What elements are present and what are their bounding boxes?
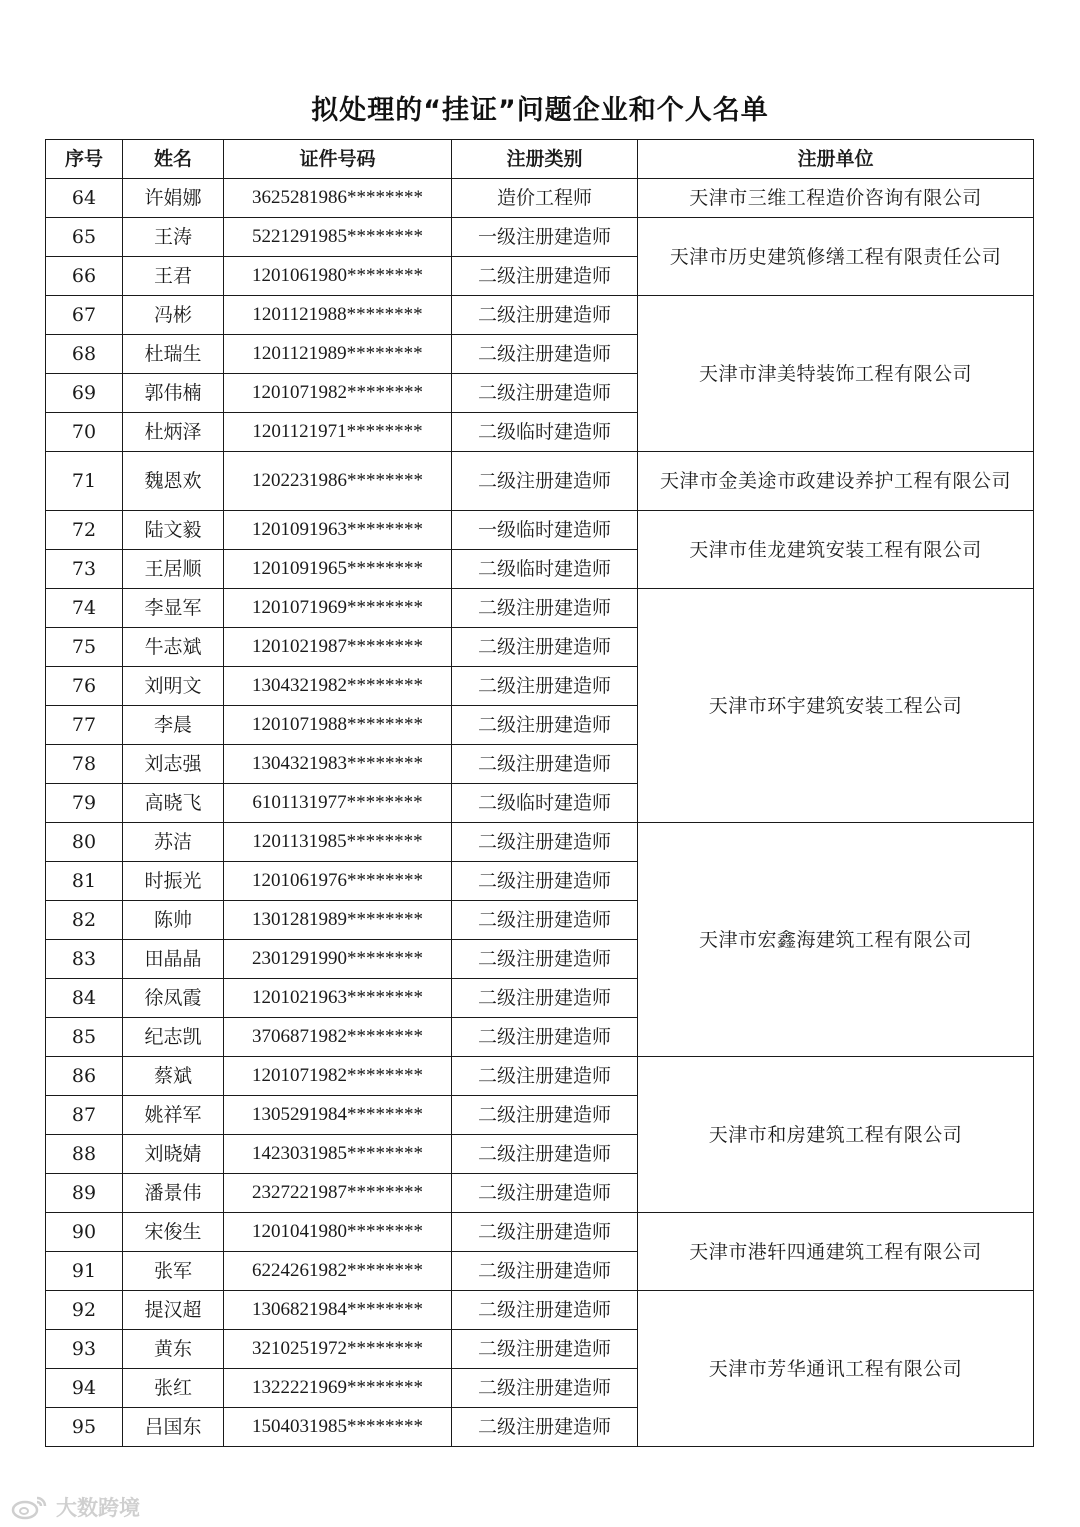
- cell-name: 许娟娜: [123, 179, 224, 218]
- cell-name: 冯彬: [123, 296, 224, 335]
- cell-name: 陆文毅: [123, 511, 224, 550]
- cell-seq: 81: [46, 862, 123, 901]
- cell-name: 王涛: [123, 218, 224, 257]
- cell-name: 张军: [123, 1252, 224, 1291]
- page-title: 拟处理的“挂证”问题企业和个人名单: [311, 95, 769, 126]
- cell-name: 刘志强: [123, 745, 224, 784]
- cell-registered-company: 天津市环宇建筑安装工程公司: [638, 589, 1034, 823]
- cell-seq: 68: [46, 335, 123, 374]
- cell-registered-company: 天津市津美特装饰工程有限公司: [638, 296, 1034, 452]
- cell-seq: 75: [46, 628, 123, 667]
- cell-seq: 93: [46, 1330, 123, 1369]
- cell-registration-category: 二级注册建造师: [452, 589, 638, 628]
- cell-id-number: 3625281986********: [224, 179, 452, 218]
- cell-registration-category: 二级注册建造师: [452, 296, 638, 335]
- watermark-text: 大数跨境: [56, 1496, 140, 1520]
- cell-registered-company: 天津市三维工程造价咨询有限公司: [638, 179, 1034, 218]
- cell-seq: 85: [46, 1018, 123, 1057]
- cell-registration-category: 二级注册建造师: [452, 335, 638, 374]
- cell-id-number: 1504031985********: [224, 1408, 452, 1447]
- cell-name: 刘明文: [123, 667, 224, 706]
- cell-name: 宋俊生: [123, 1213, 224, 1252]
- cell-id-number: 1201071982********: [224, 374, 452, 413]
- cell-id-number: 1201061980********: [224, 257, 452, 296]
- cell-seq: 78: [46, 745, 123, 784]
- table-row: [46, 589, 1034, 628]
- cell-name: 魏恩欢: [123, 452, 224, 511]
- cell-name: 陈帅: [123, 901, 224, 940]
- cell-id-number: 3706871982********: [224, 1018, 452, 1057]
- cell-registration-category: 二级注册建造师: [452, 374, 638, 413]
- cell-name: 杜瑞生: [123, 335, 224, 374]
- cell-name: 李显军: [123, 589, 224, 628]
- cell-registration-category: 二级注册建造师: [452, 452, 638, 511]
- cell-id-number: 1201021987********: [224, 628, 452, 667]
- cell-id-number: 1322221969********: [224, 1369, 452, 1408]
- cell-id-number: 1201091965********: [224, 550, 452, 589]
- cell-seq: 94: [46, 1369, 123, 1408]
- cell-seq: 67: [46, 296, 123, 335]
- cell-seq: 65: [46, 218, 123, 257]
- cell-seq: 83: [46, 940, 123, 979]
- cell-name: 牛志斌: [123, 628, 224, 667]
- cell-registration-category: 二级注册建造师: [452, 901, 638, 940]
- cell-registered-company: 天津市和房建筑工程有限公司: [638, 1057, 1034, 1213]
- table-row: [46, 218, 1034, 257]
- cell-registration-category: 二级注册建造师: [452, 1096, 638, 1135]
- cell-id-number: 1201071969********: [224, 589, 452, 628]
- cell-registration-category: 二级注册建造师: [452, 862, 638, 901]
- cell-name: 张红: [123, 1369, 224, 1408]
- cell-id-number: 2327221987********: [224, 1174, 452, 1213]
- cell-id-number: 1201071988********: [224, 706, 452, 745]
- cell-id-number: 1201061976********: [224, 862, 452, 901]
- cell-registration-category: 二级临时建造师: [452, 413, 638, 452]
- table-header-row: [46, 140, 1034, 179]
- cell-id-number: 2301291990********: [224, 940, 452, 979]
- cell-registration-category: 二级注册建造师: [452, 1252, 638, 1291]
- cell-name: 黄东: [123, 1330, 224, 1369]
- cell-registration-category: 二级注册建造师: [452, 1291, 638, 1330]
- cell-id-number: 1306821984********: [224, 1291, 452, 1330]
- table-row: [46, 511, 1034, 550]
- table-row: [46, 452, 1034, 511]
- cell-registration-category: 二级注册建造师: [452, 706, 638, 745]
- cell-name: 刘晓婧: [123, 1135, 224, 1174]
- cell-id-number: 6101131977********: [224, 784, 452, 823]
- cell-name: 王居顺: [123, 550, 224, 589]
- cell-id-number: 6224261982********: [224, 1252, 452, 1291]
- cell-id-number: 1201121988********: [224, 296, 452, 335]
- cell-registration-category: 一级临时建造师: [452, 511, 638, 550]
- header-name: 姓名: [123, 140, 224, 179]
- cell-seq: 72: [46, 511, 123, 550]
- cell-name: 时振光: [123, 862, 224, 901]
- weibo-logo-icon: [10, 1494, 50, 1520]
- cell-registered-company: 天津市历史建筑修缮工程有限责任公司: [638, 218, 1034, 296]
- cell-id-number: 1202231986********: [224, 452, 452, 511]
- cell-seq: 91: [46, 1252, 123, 1291]
- cell-seq: 86: [46, 1057, 123, 1096]
- cell-seq: 89: [46, 1174, 123, 1213]
- table-row: [46, 823, 1034, 862]
- cell-name: 吕国东: [123, 1408, 224, 1447]
- cell-name: 田晶晶: [123, 940, 224, 979]
- cell-registration-category: 二级注册建造师: [452, 823, 638, 862]
- cell-id-number: 1304321982********: [224, 667, 452, 706]
- watermark: [10, 1492, 140, 1522]
- cell-seq: 76: [46, 667, 123, 706]
- cell-seq: 71: [46, 452, 123, 511]
- cell-registration-category: 二级注册建造师: [452, 1213, 638, 1252]
- cell-registration-category: 二级注册建造师: [452, 745, 638, 784]
- cell-registered-company: 天津市金美途市政建设养护工程有限公司: [638, 452, 1034, 511]
- cell-seq: 66: [46, 257, 123, 296]
- header-id-number: 证件号码: [224, 140, 452, 179]
- cell-registration-category: 二级注册建造师: [452, 1057, 638, 1096]
- cell-name: 姚祥军: [123, 1096, 224, 1135]
- cell-seq: 79: [46, 784, 123, 823]
- cell-seq: 77: [46, 706, 123, 745]
- cell-registered-company: 天津市港轩四通建筑工程有限公司: [638, 1213, 1034, 1291]
- cell-registration-category: 二级临时建造师: [452, 550, 638, 589]
- cell-registration-category: 造价工程师: [452, 179, 638, 218]
- table-row: [46, 1057, 1034, 1096]
- cell-registration-category: 二级注册建造师: [452, 979, 638, 1018]
- cell-registration-category: 二级注册建造师: [452, 940, 638, 979]
- table-row: [46, 296, 1034, 335]
- cell-seq: 88: [46, 1135, 123, 1174]
- cell-id-number: 1201121989********: [224, 335, 452, 374]
- cell-name: 潘景伟: [123, 1174, 224, 1213]
- cell-id-number: 5221291985********: [224, 218, 452, 257]
- header-seq: 序号: [46, 140, 123, 179]
- cell-id-number: 3210251972********: [224, 1330, 452, 1369]
- cell-seq: 70: [46, 413, 123, 452]
- cell-id-number: 1201021963********: [224, 979, 452, 1018]
- cell-name: 苏洁: [123, 823, 224, 862]
- cell-seq: 87: [46, 1096, 123, 1135]
- cell-seq: 84: [46, 979, 123, 1018]
- cell-id-number: 1305291984********: [224, 1096, 452, 1135]
- table-row: [46, 1291, 1034, 1330]
- cell-name: 李晨: [123, 706, 224, 745]
- roster-table: [45, 139, 1034, 1447]
- cell-name: 杜炳泽: [123, 413, 224, 452]
- cell-id-number: 1423031985********: [224, 1135, 452, 1174]
- cell-registration-category: 二级注册建造师: [452, 1408, 638, 1447]
- cell-registration-category: 二级注册建造师: [452, 1018, 638, 1057]
- header-registration-category: 注册类别: [452, 140, 638, 179]
- cell-id-number: 1201071982********: [224, 1057, 452, 1096]
- cell-seq: 82: [46, 901, 123, 940]
- cell-seq: 74: [46, 589, 123, 628]
- header-registered-company: 注册单位: [638, 140, 1034, 179]
- cell-seq: 95: [46, 1408, 123, 1447]
- cell-name: 郭伟楠: [123, 374, 224, 413]
- cell-seq: 64: [46, 179, 123, 218]
- cell-name: 蔡斌: [123, 1057, 224, 1096]
- cell-registration-category: 一级注册建造师: [452, 218, 638, 257]
- cell-seq: 90: [46, 1213, 123, 1252]
- cell-registered-company: 天津市佳龙建筑安装工程有限公司: [638, 511, 1034, 589]
- cell-registration-category: 二级临时建造师: [452, 784, 638, 823]
- cell-registration-category: 二级注册建造师: [452, 628, 638, 667]
- cell-registration-category: 二级注册建造师: [452, 1135, 638, 1174]
- cell-id-number: 1201131985********: [224, 823, 452, 862]
- cell-seq: 69: [46, 374, 123, 413]
- cell-name: 徐凤霞: [123, 979, 224, 1018]
- table-row: [46, 1213, 1034, 1252]
- cell-registration-category: 二级注册建造师: [452, 1369, 638, 1408]
- cell-id-number: 1304321983********: [224, 745, 452, 784]
- cell-id-number: 1201121971********: [224, 413, 452, 452]
- cell-seq: 92: [46, 1291, 123, 1330]
- cell-registered-company: 天津市宏鑫海建筑工程有限公司: [638, 823, 1034, 1057]
- cell-registration-category: 二级注册建造师: [452, 1174, 638, 1213]
- cell-registration-category: 二级注册建造师: [452, 1330, 638, 1369]
- cell-name: 高晓飞: [123, 784, 224, 823]
- cell-id-number: 1201041980********: [224, 1213, 452, 1252]
- cell-seq: 73: [46, 550, 123, 589]
- cell-registered-company: 天津市芳华通讯工程有限公司: [638, 1291, 1034, 1447]
- table-row: [46, 179, 1034, 218]
- cell-id-number: 1201091963********: [224, 511, 452, 550]
- cell-name: 提汉超: [123, 1291, 224, 1330]
- cell-name: 纪志凯: [123, 1018, 224, 1057]
- cell-registration-category: 二级注册建造师: [452, 667, 638, 706]
- roster-body: [46, 179, 1034, 1447]
- cell-registration-category: 二级注册建造师: [452, 257, 638, 296]
- cell-id-number: 1301281989********: [224, 901, 452, 940]
- cell-name: 王君: [123, 257, 224, 296]
- cell-seq: 80: [46, 823, 123, 862]
